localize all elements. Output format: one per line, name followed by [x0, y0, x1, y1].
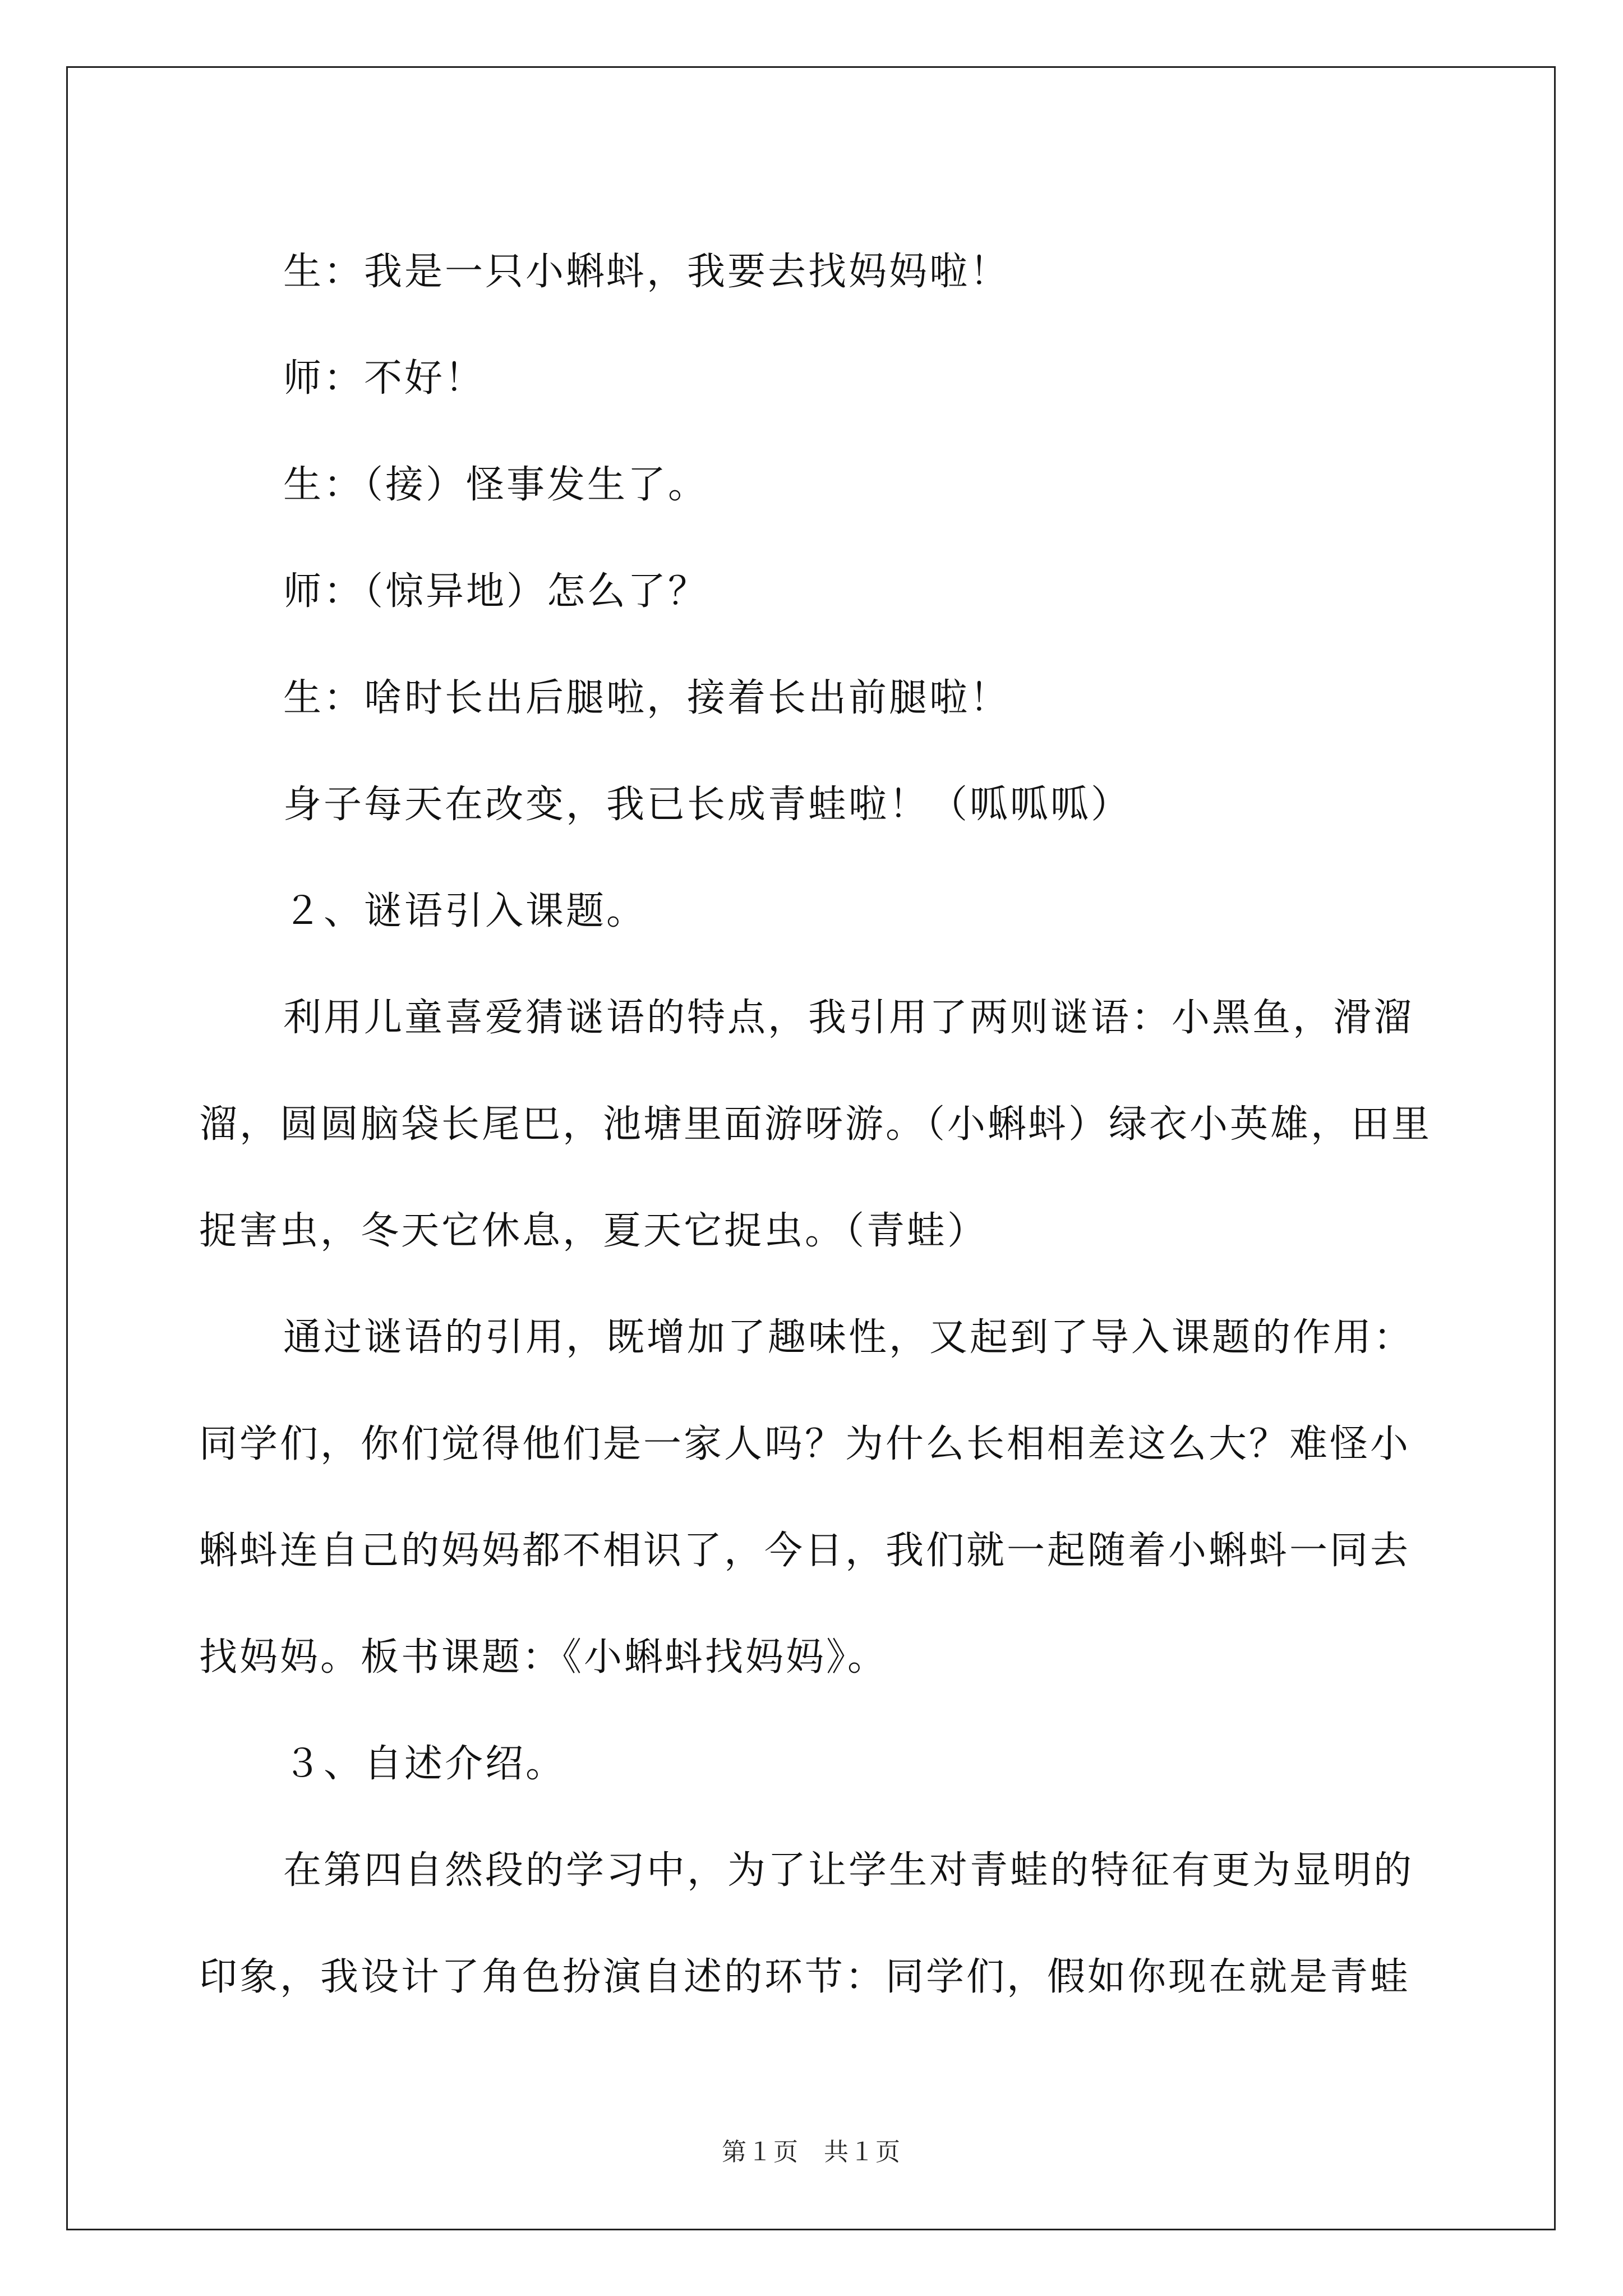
page-footer	[0, 2132, 1623, 2168]
text-line: 生：（接）怪事发生了。	[283, 463, 709, 507]
text-line: 在第四自然段的学习中，为了让学生对青蛙的特征有更为显明的	[283, 1848, 1414, 1893]
page-number-current: 第１页	[722, 2138, 799, 2166]
text-line: 身子每天在改变，我已长成青蛙啦！（呱呱呱）	[283, 783, 1132, 827]
text-line: ２、谜语引入课题。	[283, 889, 647, 933]
text-line: 生：啥时长出后腿啦，接着长出前腿啦！	[283, 676, 1011, 720]
document-body	[199, 219, 1433, 2031]
page-number-total: 共１页	[824, 2138, 901, 2166]
text-line: 印象，我设计了角色扮演自述的环节：同学们，假如你现在就是青蛙	[199, 1955, 1411, 1999]
text-line: 同学们，你们觉得他们是一家人吗？为什么长相相差这么大？难怪小	[199, 1422, 1411, 1466]
text-line: 师：不好！	[283, 356, 486, 401]
text-line: 通过谜语的引用，既增加了趣味性，又起到了导入课题的作用：	[283, 1315, 1414, 1360]
text-line: 利用儿童喜爱猜谜语的特点，我引用了两则谜语：小黑鱼，滑溜	[283, 996, 1414, 1040]
text-line: 溜，圆圆脑袋长尾巴，池塘里面游呀游。（小蝌蚪）绿衣小英雄，田里	[199, 1102, 1432, 1147]
text-line: 生：我是一只小蝌蚪，我要去找妈妈啦！	[283, 250, 1011, 294]
text-line: 找妈妈。板书课题：《小蝌蚪找妈妈》。	[199, 1635, 888, 1680]
text-line: 捉害虫，冬天它休息，夏天它捉虫。（青蛙）	[199, 1209, 988, 1253]
text-line: ３、自述介绍。	[283, 1742, 566, 1786]
text-line: 师：（惊异地）怎么了？	[283, 569, 709, 614]
text-line: 蝌蚪连自己的妈妈都不相识了，今日，我们就一起随着小蝌蚪一同去	[199, 1529, 1411, 1573]
